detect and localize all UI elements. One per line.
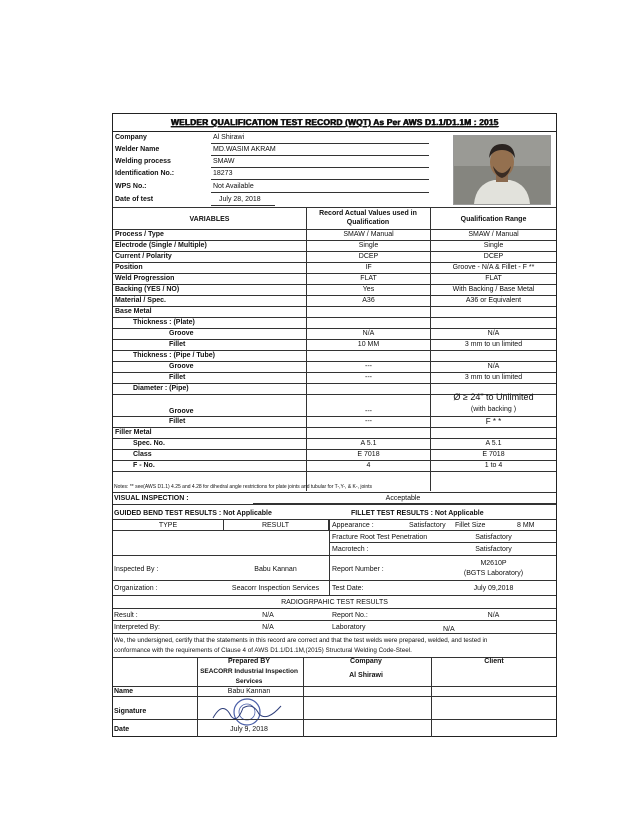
rule-line — [113, 492, 556, 493]
row-label: Filler Metal — [115, 429, 152, 436]
column-line — [431, 657, 432, 737]
row-range: N/A — [487, 330, 500, 337]
rule-line — [329, 530, 556, 531]
info-value: Not Available — [213, 183, 254, 190]
rule-line — [211, 155, 429, 156]
test-date-label: Test Date: — [332, 585, 364, 592]
row-label: Groove — [169, 330, 194, 337]
row-actual: IF — [365, 264, 372, 271]
visual-value: Acceptable — [385, 495, 421, 502]
row-actual: A 5.1 — [360, 440, 377, 447]
row-actual: Single — [358, 242, 379, 249]
row-label: Fillet — [169, 418, 186, 425]
interpreted-label: Interpreted By: — [114, 624, 160, 631]
row-range: 3 mm to un limited — [464, 341, 523, 348]
rule-line — [211, 192, 429, 193]
info-label: Identification No.: — [115, 170, 175, 177]
rule-line — [329, 542, 556, 543]
row-range: Groove - N/A & Fillet - F ** — [452, 264, 535, 271]
interpreted-value: N/A — [262, 624, 274, 631]
header-actual: Record Actual Values used in Qualification — [319, 210, 417, 226]
row-range: A 5.1 — [485, 440, 502, 447]
fillet-test-title: FILLET TEST RESULTS : Not Applicable — [351, 510, 484, 517]
report-no-value: N/A — [487, 612, 500, 619]
prepared-by-header: Prepared BY — [227, 658, 271, 665]
organization-label: Organization : — [114, 585, 158, 592]
row-actual: A36 — [362, 297, 375, 304]
row-label: Electrode (Single / Multiple) — [115, 242, 207, 249]
info-label: Company — [115, 134, 147, 141]
date-value: July 9, 2018 — [230, 726, 268, 733]
rule-line — [113, 696, 556, 697]
column-line — [223, 519, 224, 530]
row-label: Thickness : (Pipe / Tube) — [133, 352, 215, 359]
row-range: DCEP — [483, 253, 504, 260]
column-line — [197, 657, 198, 737]
row-label: Base Metal — [115, 308, 152, 315]
row-actual: --- — [365, 374, 372, 381]
rule-line — [113, 580, 556, 581]
report-no-label: Report No.: — [332, 612, 368, 619]
rule-line — [113, 207, 556, 208]
info-label: Date of test — [115, 196, 154, 203]
name-label: Name — [114, 688, 134, 695]
fracture-label: Fracture Root Test Penetration — [332, 534, 428, 541]
row-actual: 4 — [366, 462, 371, 469]
inspected-by-label: Inspected By : — [114, 566, 159, 573]
date-label: Date — [114, 726, 130, 733]
company-value: Al Shirawi — [349, 672, 383, 679]
row-label: Groove — [169, 408, 194, 415]
row-label: F - No. — [133, 462, 155, 469]
result-header: RESULT — [261, 522, 290, 529]
row-label: Fillet — [169, 341, 186, 348]
row-range: SMAW / Manual — [468, 231, 519, 238]
info-label: Welding process — [115, 158, 171, 165]
row-range: 1 to 4 — [484, 462, 503, 469]
visual-label: VISUAL INSPECTION : — [114, 495, 189, 502]
row-range: With Backing / Base Metal — [452, 286, 535, 293]
report-number-label: Report Number : — [332, 566, 384, 573]
notes: Notes: ** see(AWS D1.1) 4.25 and 4.28 for dihedral angle restrictions for plate joints and tubular for T-,Y-, & K-, joints — [114, 484, 373, 490]
info-value: MD.WASIM AKRAM — [213, 146, 276, 153]
rule-line — [113, 620, 556, 621]
header-range: Qualification Range — [460, 216, 527, 223]
row-actual: E 7018 — [357, 451, 380, 458]
welder-photo — [453, 135, 551, 205]
rule-line — [211, 205, 275, 206]
row-actual: SMAW / Manual — [343, 231, 394, 238]
row-label: Thickness : (Plate) — [133, 319, 195, 326]
row-actual: Yes — [362, 286, 375, 293]
info-label: WPS No.: — [115, 183, 147, 190]
certification-line-2: conformance with the requirements of Clause 4 of AWS D1.1/D1.1M,(2015) Structural Welding Code-Steel. — [114, 647, 412, 654]
guided-bend-title: GUIDED BEND TEST RESULTS : Not Applicable — [114, 510, 272, 517]
rule-line — [113, 519, 556, 520]
row-actual: FLAT — [360, 275, 377, 282]
result-value: N/A — [262, 612, 274, 619]
row-actual: --- — [365, 408, 372, 415]
rule-line — [113, 608, 556, 609]
rule-line — [113, 719, 556, 720]
document-title: WELDER QUALIFICATION TEST RECORD (WQT) As Per AWS D1.1/D1.1M : 2015 — [113, 114, 556, 132]
signature-image — [209, 698, 285, 726]
inspected-by-value: Babu Kannan — [254, 566, 297, 573]
rule-line — [113, 595, 556, 596]
row-range: A36 or Equivalent — [465, 297, 522, 304]
name-value: Babu Kannan — [227, 688, 271, 695]
prepared-org-1: SEACORR Industrial Inspection — [200, 668, 298, 675]
report-number-value: M2610P — [480, 560, 507, 567]
organization-value: Seacorr Inspection Services — [231, 585, 320, 592]
column-line — [303, 657, 304, 737]
row-actual: N/A — [362, 330, 375, 337]
info-value: SMAW — [213, 158, 235, 165]
macrotech-value: Satisfactory — [475, 546, 512, 553]
row-range: E 7018 — [482, 451, 505, 458]
wqt-record — [112, 113, 557, 737]
row-range: FLAT — [485, 275, 502, 282]
row-label: Backing (YES / NO) — [115, 286, 180, 293]
prepared-org-2: Services — [235, 678, 263, 685]
row-label: Spec. No. — [133, 440, 165, 447]
appearance-value: Satisfactory — [409, 522, 446, 529]
rule-line — [211, 143, 429, 144]
row-actual: 10 MM — [357, 341, 380, 348]
laboratory-value: N/A — [443, 626, 455, 633]
info-label: Welder Name — [115, 146, 160, 153]
column-line — [329, 519, 330, 556]
row-label: Material / Spec. — [115, 297, 166, 304]
row-label: Fillet — [169, 374, 186, 381]
company-header: Company — [350, 658, 382, 665]
type-header: TYPE — [158, 522, 178, 529]
row-label: Class — [133, 451, 152, 458]
row-range: Single — [483, 242, 504, 249]
certification-line-1: We, the undersigned, certify that the statements in this record are correct and that the test welds were prepared, welded, and tested in — [114, 637, 488, 644]
rule-line — [113, 504, 556, 505]
rule-line — [113, 633, 556, 634]
row-range: F * * — [485, 417, 502, 426]
info-value: Al Shirawi — [213, 134, 245, 141]
row-label: Position — [115, 264, 143, 271]
result-label: Result : — [114, 612, 138, 619]
row-range: 3 mm to un limited — [464, 374, 523, 381]
appearance-label: Appearance : — [332, 522, 374, 529]
row-label: Current / Polarity — [115, 253, 172, 260]
rule-line — [113, 471, 556, 472]
row-actual: DCEP — [358, 253, 379, 260]
info-value: 18273 — [213, 170, 233, 177]
row-range-note: (with backing ) — [470, 406, 517, 413]
row-label: Diameter : (Pipe) — [133, 385, 189, 392]
client-header: Client — [484, 658, 504, 665]
row-label: Groove — [169, 363, 194, 370]
report-lab: (BGTS Laboratory) — [463, 570, 524, 577]
fracture-value: Satisfactory — [475, 534, 512, 541]
rule-line — [113, 416, 556, 417]
row-label: Process / Type — [115, 231, 164, 238]
column-line — [329, 555, 330, 595]
rule-line — [211, 179, 429, 180]
test-date-value: July 09,2018 — [473, 585, 514, 592]
fillet-size-label: Fillet Size — [455, 522, 486, 529]
rule-line — [211, 167, 429, 168]
info-value: July 28, 2018 — [219, 196, 261, 203]
radiographic-title: RADIOGRPAHIC TEST RESULTS — [281, 599, 388, 606]
laboratory-label: Laboratory — [332, 624, 366, 631]
header-variables: VARIABLES — [189, 216, 230, 223]
row-range: Ø ≥ 24" to Unlimited — [453, 392, 534, 402]
rule-line — [113, 530, 329, 531]
macrotech-label: Macrotech : — [332, 546, 369, 553]
rule-line — [113, 555, 556, 556]
row-range: N/A — [487, 363, 500, 370]
row-actual: --- — [365, 418, 372, 425]
row-label: Weld Progression — [115, 275, 175, 282]
row-actual: --- — [365, 363, 372, 370]
fillet-size-value: 8 MM — [517, 522, 535, 529]
signature-label: Signature — [114, 708, 147, 715]
